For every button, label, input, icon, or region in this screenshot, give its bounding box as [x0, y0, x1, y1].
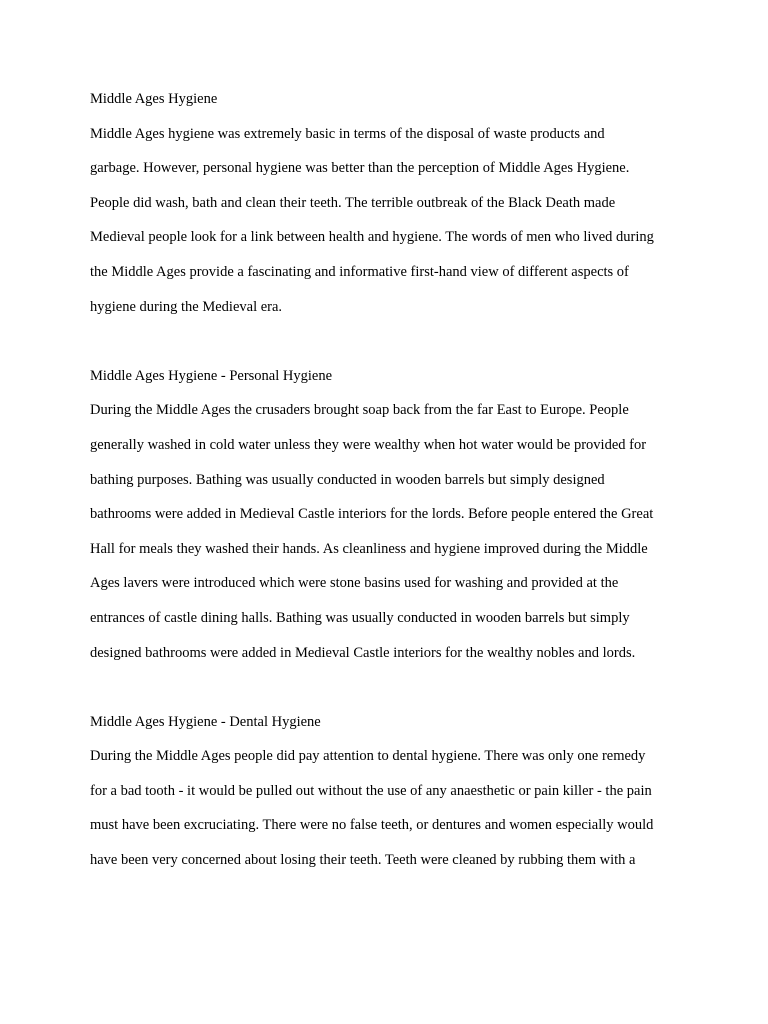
section-heading: Middle Ages Hygiene - Dental Hygiene [90, 713, 321, 730]
section-spacer [90, 328, 690, 363]
paragraph-line: Middle Ages hygiene was extremely basic in terms of the disposal of waste products and [90, 125, 605, 142]
section-heading: Middle Ages Hygiene [90, 91, 218, 107]
section-heading: Middle Ages Hygiene - Personal Hygiene [90, 367, 333, 384]
section-spacer [90, 674, 690, 709]
paragraph-line: entrances of castle dining halls. Bathing was usually conducted in wooden barrels but simply [90, 609, 630, 626]
paragraph-line: bathing purposes. Bathing was usually conducted in wooden barrels but simply designed [90, 471, 605, 488]
section-personal-hygiene [90, 363, 690, 674]
paragraph-line: Medieval people look for a link between health and hygiene. The words of men who lived during [90, 229, 654, 246]
paragraph-line: Ages lavers were introduced which were stone basins used for washing and provided at the [90, 575, 619, 592]
paragraph-line: garbage. However, personal hygiene was better than the perception of Middle Ages Hygiene. [90, 160, 630, 177]
paragraph-line: hygiene during the Medieval era. [90, 298, 283, 315]
paragraph-line: have been very concerned about losing their teeth. Teeth were cleaned by rubbing them with a [90, 852, 636, 869]
paragraph-line: designed bathrooms were added in Medieval Castle interiors for the wealthy nobles and lords. [90, 644, 636, 661]
paragraph-line: During the Middle Ages the crusaders brought soap back from the far East to Europe. People [90, 402, 629, 419]
document-body [90, 86, 690, 882]
paragraph-line: Hall for meals they washed their hands. As cleanliness and hygiene improved during the Middle [90, 540, 648, 557]
paragraph-line: the Middle Ages provide a fascinating and informative first-hand view of different aspects of [90, 263, 629, 280]
paragraph-line: generally washed in cold water unless they were wealthy when hot water would be provided for [90, 436, 647, 453]
paragraph-line: bathrooms were added in Medieval Castle interiors for the lords. Before people entered the Great [90, 506, 654, 523]
paragraph-line: must have been excruciating. There were no false teeth, or dentures and women especially would [90, 817, 654, 834]
section-intro [90, 86, 690, 328]
paragraph-line: for a bad tooth - it would be pulled out without the use of any anaesthetic or pain killer - the pain [90, 782, 652, 799]
paragraph-line: People did wash, bath and clean their teeth. The terrible outbreak of the Black Death made [90, 194, 616, 211]
paragraph-line: During the Middle Ages people did pay attention to dental hygiene. There was only one remedy [90, 748, 646, 765]
section-dental-hygiene [90, 709, 690, 882]
